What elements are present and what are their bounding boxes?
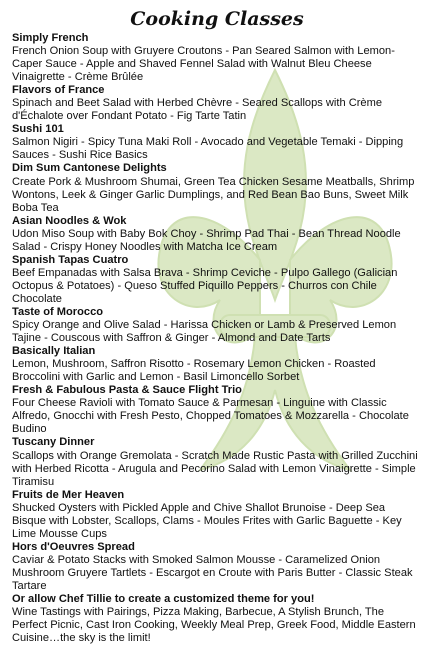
class-name: Taste of Morocco: [12, 305, 104, 318]
class-item: [12, 541, 422, 593]
class-item: [12, 162, 422, 214]
class-name: Basically Italian: [12, 345, 96, 358]
class-name: Spanish Tapas Cuatro: [12, 253, 129, 266]
class-item: [12, 306, 422, 345]
class-description: Scallops with Orange Gremolata - Scratch Made Rustic Pasta with Grilled Zucchini with Herbed Ricotta - Arugula and Pecorino Salad with Lemon Vinaigrette - Simple Tiramisu: [12, 449, 418, 488]
class-item: [12, 254, 422, 306]
class-name: Fresh & Fabulous Pasta & Sauce Flight Trio: [12, 384, 242, 397]
class-item: [12, 123, 422, 162]
closing-section: [12, 593, 422, 645]
class-description: Caviar & Potato Stacks with Smoked Salmon Mousse - Caramelized Onion Mushroom Gruyere Tartlets - Escargot en Croute with Paris Butter - Classic Steak Tartare: [12, 553, 413, 592]
class-name: Tuscany Dinner: [12, 436, 95, 449]
class-name: Simply French: [12, 32, 89, 44]
class-description: Beef Empanadas with Salsa Brava - Shrimp Ceviche - Pulpo Gallego (Galician Octopus & Potatoes) - Queso Stuffed Piquillo Peppers - Churros con Chile Chocolate: [12, 266, 398, 305]
class-item: [12, 32, 422, 84]
class-description: Shucked Oysters with Pickled Apple and Chive Shallot Brunoise - Deep Sea Bisque with Lobster, Scallops, Clams - Moules Frites with Garlic Baguette - Key Lime Mousse Cups: [12, 501, 402, 540]
class-name: Dim Sum Cantonese Delights: [12, 162, 167, 175]
class-item: [12, 436, 422, 488]
class-name: Fruits de Mer Heaven: [12, 488, 125, 501]
class-name: Sushi 101: [12, 123, 64, 136]
class-item: [12, 345, 422, 384]
class-name: Asian Noodles & Wok: [12, 214, 127, 227]
class-item: [12, 215, 422, 254]
closing-description: Wine Tastings with Pairings, Pizza Making, Barbecue, A Stylish Brunch, The Perfect Picnic, Cast Iron Cooking, Weekly Meal Prep, Greek Food, Middle Eastern Cuisine…the sky is the limit!: [12, 606, 416, 645]
class-description: French Onion Soup with Gruyere Croutons - Pan Seared Salmon with Lemon-Caper Sauce - Apple and Shaved Fennel Salad with Walnut Bleu Cheese Vinaigrette - Crème Brûlée: [12, 45, 395, 84]
page-title: Cooking Classes: [130, 8, 304, 30]
closing-heading: Or allow Chef Tillie to create a customized theme for you!: [12, 593, 315, 606]
class-description: Four Cheese Ravioli with Tomato Sauce & Parmesan - Linguine with Classic Alfredo, Gnocchi with Fresh Pesto, Chopped Tomatoes & Mozzarella - Chocolate Budino: [12, 397, 409, 436]
class-description: Spinach and Beet Salad with Herbed Chèvre - Seared Scallops with Crème d'Échalote over Fondant Potato - Fig Tarte Tatin: [12, 97, 382, 123]
class-list: [12, 32, 422, 593]
class-description: Lemon, Mushroom, Saffron Risotto - Rosemary Lemon Chicken - Roasted Broccolini with Garlic and Lemon - Basil Limoncello Sorbet: [12, 358, 376, 384]
class-name: Hors d'Oeuvres Spread: [12, 540, 135, 553]
class-description: Salmon Nigiri - Spicy Tuna Maki Roll - Avocado and Vegetable Temaki - Dipping Sauces - Sushi Rice Basics: [12, 136, 404, 162]
class-item: [12, 84, 422, 123]
class-item: [12, 384, 422, 436]
class-description: Spicy Orange and Olive Salad - Harissa Chicken or Lamb & Preserved Lemon Tajine - Couscous with Saffron & Ginger - Almond and Date Tarts: [12, 319, 397, 345]
class-description: Create Pork & Mushroom Shumai, Green Tea Chicken Sesame Meatballs, Shrimp Wontons, Leek & Ginger Garlic Dumplings, and Red Bean Bao Buns, Sweet Milk Boba Tea: [12, 175, 415, 214]
class-name: Flavors of France: [12, 84, 105, 97]
class-item: [12, 489, 422, 541]
class-description: Udon Miso Soup with Baby Bok Choy - Shrimp Pad Thai - Bean Thread Noodle Salad - Crispy Honey Noodles with Matcha Ice Cream: [12, 227, 401, 253]
